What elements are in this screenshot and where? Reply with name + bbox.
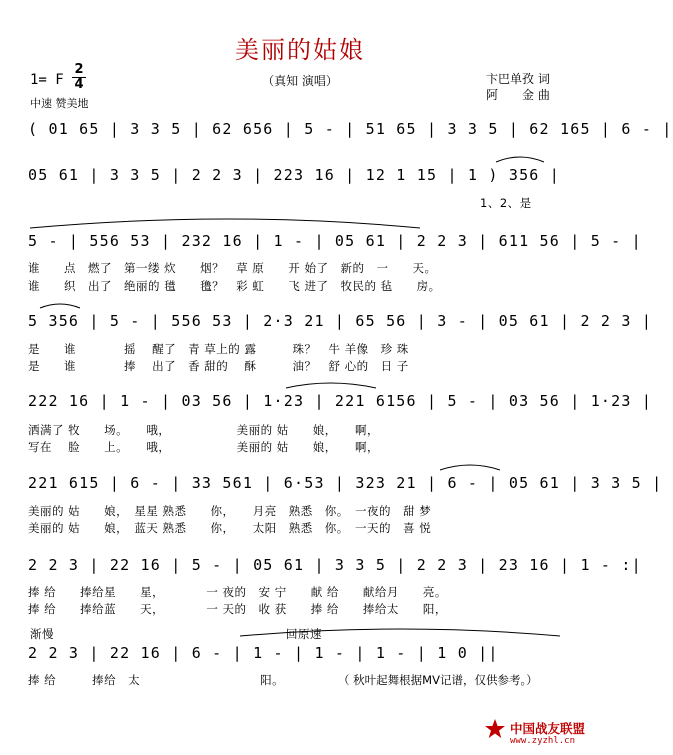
score-line-5: 222 16 | 1 - | 03 56 | 1·23 | 221 6156 | 5 - | 03 56 | 1·23 | — [28, 392, 653, 410]
slur — [40, 304, 80, 308]
singer-credit: （真知 演唱） — [262, 74, 338, 88]
slur — [440, 465, 500, 470]
score-line-4: 5 356 | 5 - | 556 53 | 2·3 21 | 65 56 | 3 - | 05 61 | 2 2 3 | — [28, 312, 653, 330]
time-signature-bottom: 4 — [74, 77, 84, 92]
watermark-name: 中国战友联盟 — [510, 721, 586, 736]
score-line-7: 2 2 3 | 22 16 | 5 - | 05 61 | 3 3 5 | 2 2 3 | 23 16 | 1 - :| — [28, 556, 642, 574]
score-line-8: 2 2 3 | 22 16 | 6 - | 1 - | 1 - | 1 - | 1 0 || — [28, 644, 499, 662]
slur — [286, 383, 376, 388]
composer-credit: 阿 金 曲 — [486, 88, 550, 102]
lyric-line-2a: 是 谁 摇 醒了 青 草上的 露 珠？ 牛 羊像 珍 珠 — [28, 342, 409, 356]
lyric-line-6: 捧 给 捧给 太 阳。 — [28, 673, 285, 687]
watermark-url: www.zyzhl.cn — [510, 736, 576, 746]
watermark-star-icon — [484, 718, 506, 740]
lyric-line-4a: 美丽的 姑 娘， 星星 熟悉 你， 月亮 熟悉 你。 一夜的 甜 梦 — [28, 504, 432, 518]
time-signature-top: 2 — [74, 62, 84, 77]
lyric-line-1a: 谁 点 燃了 第一缕 炊 烟？ 草 原 开 始了 新的 一 天。 — [28, 261, 437, 275]
transcription-note: （ 秋叶起舞根据MV记谱，仅供参考。） — [338, 673, 538, 687]
ritardando-mark: 渐慢 — [30, 627, 54, 641]
song-title: 美丽的姑娘 — [235, 36, 365, 64]
score-line-2: 05 61 | 3 3 5 | 2 2 3 | 223 16 | 12 1 15 | 1 ) 356 | — [28, 166, 560, 184]
score-line-1: ( 01 65 | 3 3 5 | 62 656 | 5 - | 51 65 | 3 3 5 | 62 165 | 6 - | — [28, 120, 673, 138]
tempo-marking: 中速 赞美地 — [30, 97, 89, 110]
lyric-line-3a: 洒满了 牧 场。 哦， 美丽的 姑 娘， 啊， — [28, 423, 380, 437]
slur — [30, 219, 420, 228]
key-signature: 1= F — [30, 72, 64, 88]
lyricist-credit: 卞巴单孜 词 — [486, 72, 550, 86]
score-line-6: 221 615 | 6 - | 33 561 | 6·53 | 323 21 | 6 - | 05 61 | 3 3 5 | — [28, 474, 663, 492]
verse-marker: 1、2、是 — [480, 196, 532, 210]
a-tempo-mark: 回原速 — [286, 627, 322, 641]
slur — [496, 157, 544, 162]
lyric-line-5b: 捧 给 捧给蓝 天， 一 天的 收 获 捧 给 捧给太 阳， — [28, 602, 447, 616]
lyric-line-4b: 美丽的 姑 娘， 蓝天 熟悉 你， 太阳 熟悉 你。 一天的 喜 悦 — [28, 521, 432, 535]
lyric-line-5a: 捧 给 捧给星 星， 一 夜的 安 宁 献 给 献给月 亮。 — [28, 585, 447, 599]
score-line-3: 5 - | 556 53 | 232 16 | 1 - | 05 61 | 2 2 3 | 611 56 | 5 - | — [28, 232, 642, 250]
lyric-line-2b: 是 谁 捧 出了 香 甜的 酥 油？ 舒 心的 日 子 — [28, 359, 409, 373]
slur — [240, 629, 560, 636]
lyric-line-1b: 谁 织 出了 绝丽的 氆 氇？ 彩 虹 飞 进了 牧民的 毡 房。 — [28, 279, 441, 293]
lyric-line-3b: 写在 脸 上。 哦， 美丽的 姑 娘， 啊， — [28, 440, 380, 454]
